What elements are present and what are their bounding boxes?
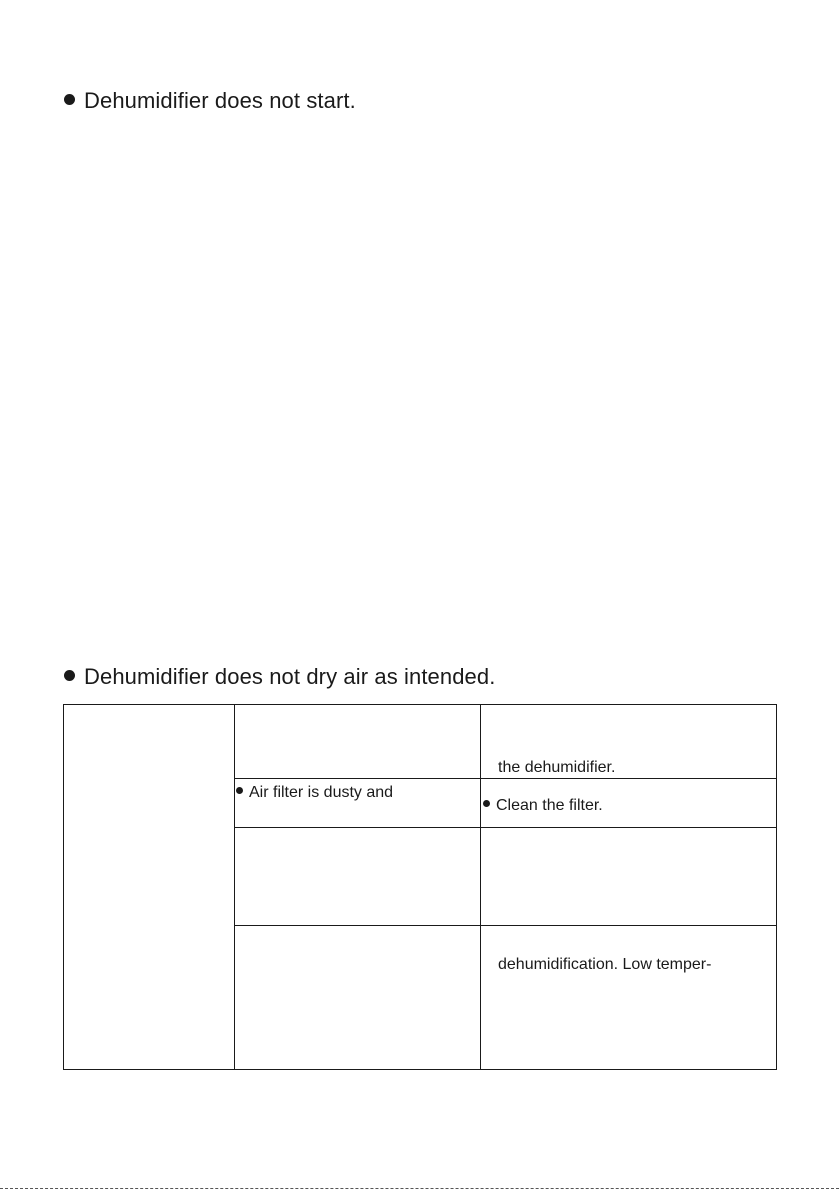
- column-divider: [480, 705, 481, 1069]
- table-cell-solution: [483, 796, 603, 816]
- section-heading-not-start: [64, 88, 356, 114]
- page-edge-rule: [0, 1188, 839, 1189]
- column-divider: [234, 705, 235, 1069]
- troubleshooting-table: [63, 704, 777, 1070]
- table-cell-solution: the dehumidifier.: [498, 759, 616, 776]
- row-divider: [234, 827, 776, 828]
- row-divider: [234, 925, 776, 926]
- section-heading-text: Dehumidifier does not start.: [84, 88, 356, 113]
- bullet-icon: [64, 670, 75, 681]
- bullet-icon: [64, 94, 75, 105]
- section-heading-text: Dehumidifier does not dry air as intended.: [84, 664, 496, 689]
- section-heading-not-dry: [64, 664, 495, 690]
- bullet-icon: [236, 787, 243, 794]
- row-divider: [234, 778, 776, 779]
- table-cell-cause: [236, 783, 393, 803]
- table-cell-solution-text: Clean the filter.: [496, 797, 603, 814]
- bullet-icon: [483, 800, 490, 807]
- table-cell-cause-text: Air filter is dusty and: [249, 784, 394, 801]
- table-cell-solution: dehumidification. Low temper-: [498, 956, 712, 973]
